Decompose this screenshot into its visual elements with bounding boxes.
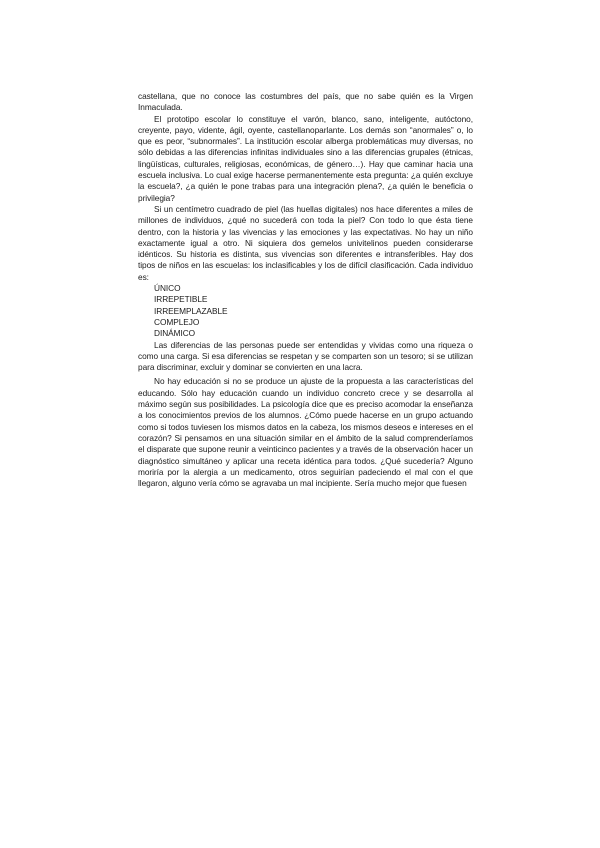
paragraph-continuation: castellana, que no conoce las costumbres del país, que no sabe quién es la Virgen Inmaculada.	[138, 91, 473, 113]
paragraph-differences: Si un centímetro cuadrado de piel (las huellas digitales) nos hace diferentes a miles de millones de individuos, ¿qué no sucederá con toda la piel? Con todo lo que ésta tiene dentro, con la historia y las vivencias y las emociones y las expectativas. No hay un niño exactamente igual a otro. Ni siquiera dos gemelos univitelinos pueden considerarse idénticos. Su historia es distinta, sus vivencias son diferentes e intransferibles. Hay dos tipos de niños en las escuelas: los inclasificables y los de difícil clasificación. Cada individuo es:	[138, 203, 473, 282]
list-item: ÚNICO	[154, 283, 181, 294]
individual-traits-list	[138, 283, 473, 339]
list-item: COMPLEJO	[154, 316, 200, 327]
paragraph-richness-or-burden: Las diferencias de las personas puede ser entendidas y vividas como una riqueza o como una carga. Si esa diferencias se respetan y se comparten son un tesoro; si se utilizan para discriminar, excluir y dominar se convierten en una lacra.	[138, 339, 473, 373]
list-item: IRREEMPLAZABLE	[154, 305, 228, 316]
list-item: IRREPETIBLE	[154, 294, 208, 305]
body-text	[138, 91, 473, 489]
paragraph-school-prototype: El prototipo escolar lo constituye el varón, blanco, sano, inteligente, autóctono, creyente, payo, vidente, ágil, oyente, castellanoparlante. Los demás son “anormales” o, lo que es peor, “subnormales”. La institución escolar alberga problemáticas muy diversas, no sólo debidas a las diferencias infinitas individuales sino a las diferencias grupales (étnicas, lingüísticas, culturales, religiosas, económicas, de género…). Hay que caminar hacia una escuela inclusiva. Lo cual exige hacerse permanentemente esta pregunta: ¿a quién excluye la escuela?, ¿a quién le pone trabas para una integración plena?, ¿a quién le beneficia o privilegia?	[138, 113, 473, 203]
list-item: DINÁMICO	[154, 328, 196, 339]
paragraph-education-adjustment: No hay educación si no se produce un ajuste de la propuesta a las características del educando. Sólo hay educación cuando un individuo concreto crece y se desarrolla al máximo según sus posibilidades. La psicología dice que es preciso acomodar la enseñanza a los conocimientos previos de los alumnos. ¿Cómo puede hacerse en un grupo actuando como si todos tuviesen los mismos datos en la cabeza, los mismos deseos e intereses en el corazón? Si pensamos en una situación similar en el ámbito de la salud comprenderíamos el disparate que supone reunir a veinticinco pacientes y a través de la observación hacer un diagnóstico simultáneo y aplicar una receta idéntica para todos. ¿Qué sucedería? Alguno moriría por la alergia a un medicamento, otros seguirían padeciendo el mal con el que llegaron, alguno vería cómo se agravaba un mal incipiente. Sería mucho mejor que fuesen	[138, 376, 473, 489]
